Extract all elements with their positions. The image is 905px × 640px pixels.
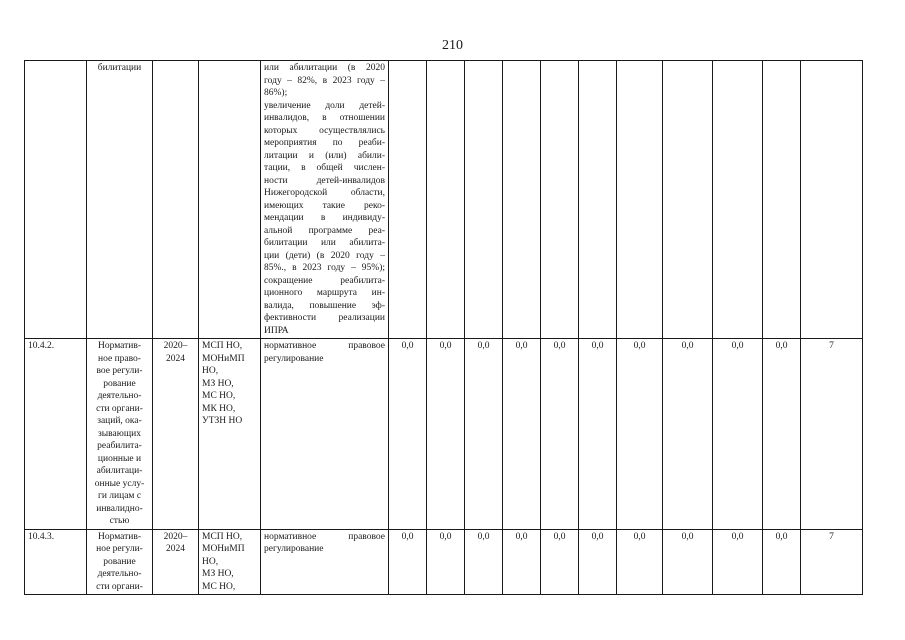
- executors-line: НО,: [202, 556, 219, 567]
- value-cell: [427, 61, 465, 339]
- expected-result-line: тации, в общей числен-: [264, 163, 385, 173]
- expected-result-line: году – 82%, в 2023 году –: [264, 75, 385, 86]
- expected-result-line: ИПРА: [264, 325, 289, 336]
- executors-line: МОНиМП: [202, 544, 245, 554]
- value-cell: 0,0: [713, 529, 763, 595]
- value-cell: 7: [801, 529, 863, 595]
- expected-result-line: 85%., в 2023 году – 95%);: [264, 263, 385, 273]
- period-years-line: 2020–: [163, 531, 188, 542]
- table-row: [25, 339, 863, 530]
- expected-result: [261, 61, 389, 339]
- value-cell: [541, 61, 579, 339]
- value-cell: 0,0: [617, 339, 663, 530]
- activity-name-line: деятельно-: [97, 569, 142, 579]
- table-row: [25, 61, 863, 339]
- value-cell: 0,0: [763, 339, 801, 530]
- executors-line: МЗ НО,: [202, 378, 234, 389]
- value-cell: [763, 61, 801, 339]
- page-number: 210: [442, 38, 463, 53]
- value-cell: [465, 61, 503, 339]
- period-years-line: 2024: [166, 353, 185, 364]
- value-cell: 0,0: [427, 339, 465, 530]
- executors: [199, 529, 261, 595]
- row-code: 10.4.2.: [25, 339, 87, 530]
- executors-line: МК НО,: [202, 403, 236, 414]
- expected-result-line: Нижегородской области,: [264, 188, 385, 198]
- expected-result-line: 86%);: [264, 88, 288, 98]
- value-cell: 0,0: [503, 339, 541, 530]
- expected-result-line: мероприятия по реаби-: [264, 138, 385, 148]
- executors-line: МС НО,: [202, 391, 236, 401]
- activity-name-line: сти органи-: [96, 581, 143, 592]
- value-cell: [503, 61, 541, 339]
- expected-result: [261, 339, 389, 530]
- expected-result-line: ности детей-инвалидов: [264, 175, 385, 186]
- activity-name-line: ционные и: [97, 453, 142, 464]
- activity-name-line: вое регули-: [96, 366, 143, 376]
- activity-name-line: зывающих: [98, 428, 141, 439]
- executors-line: МС НО,: [202, 581, 236, 592]
- expected-result-line: увеличение доли детей-: [264, 100, 385, 111]
- executors-line: НО,: [202, 366, 219, 376]
- activity-name: [87, 339, 153, 530]
- period-years: [153, 529, 199, 595]
- value-cell: 0,0: [389, 339, 427, 530]
- activity-name-line: деятельно-: [97, 391, 142, 401]
- activity-name-line: стью: [109, 516, 130, 526]
- expected-result-line: сокращение реабилита-: [264, 275, 385, 286]
- value-cell: [663, 61, 713, 339]
- value-cell: [713, 61, 763, 339]
- expected-result-line: имеющих такие реко-: [264, 200, 385, 211]
- value-cell: 0,0: [427, 529, 465, 595]
- period-years-line: 2020–: [163, 341, 188, 351]
- activity-name-line: реабилита-: [97, 441, 142, 451]
- row-code: 10.4.3.: [25, 529, 87, 595]
- expected-result-line: нормативное правовое: [264, 531, 385, 542]
- expected-result: [261, 529, 389, 595]
- activity-name: [87, 61, 153, 339]
- expected-result-line: литации и (или) абили-: [264, 150, 385, 161]
- value-cell: 0,0: [617, 529, 663, 595]
- activity-name-line: абилитаци-: [96, 466, 143, 476]
- executors-line: МСП НО,: [202, 531, 243, 542]
- activity-name-line: онные услу-: [94, 478, 145, 489]
- value-cell: [617, 61, 663, 339]
- activity-name-line: рование: [103, 378, 136, 389]
- activity-name-line: ное право-: [98, 353, 141, 364]
- expected-result-line: билитации или абилита-: [264, 238, 385, 248]
- executors-line: МСП НО,: [202, 341, 243, 351]
- activity-name-line: сти органи-: [96, 403, 143, 414]
- executors: [199, 61, 261, 339]
- expected-result-line: валида, повышение эф-: [264, 300, 385, 311]
- value-cell: 0,0: [579, 339, 617, 530]
- expected-result-line: ции (дети) (в 2020 году –: [264, 250, 385, 261]
- expected-result-line: ционного маршрута ин-: [264, 288, 385, 298]
- value-cell: 0,0: [465, 339, 503, 530]
- activity-name-line: Норматив-: [97, 531, 142, 542]
- expected-result-line: нормативное правовое: [264, 341, 385, 351]
- value-cell: 0,0: [541, 339, 579, 530]
- executors-line: МЗ НО,: [202, 569, 234, 579]
- value-cell: 0,0: [503, 529, 541, 595]
- activity-name-line: ное регули-: [96, 544, 143, 554]
- value-cell: [389, 61, 427, 339]
- expected-result-line: инвалидов, в отношении: [264, 113, 385, 123]
- executors-line: МОНиМП: [202, 353, 245, 364]
- activity-name-line: билитации: [97, 63, 142, 73]
- value-cell: 0,0: [541, 529, 579, 595]
- expected-result-line: фективности реализации: [264, 313, 385, 323]
- activity-name-line: заций, ока-: [97, 416, 142, 426]
- period-years: [153, 339, 199, 530]
- value-cell: [579, 61, 617, 339]
- expected-result-line: альной программе реа-: [264, 225, 385, 236]
- expected-result-line: мендации в индивиду-: [264, 213, 385, 223]
- value-cell: 7: [801, 339, 863, 530]
- activity-name-line: ги лицам с: [97, 491, 142, 501]
- value-cell: 0,0: [663, 339, 713, 530]
- row-code: [25, 61, 87, 339]
- value-cell: 0,0: [663, 529, 713, 595]
- activity-name-line: Норматив-: [97, 341, 142, 351]
- period-years: [153, 61, 199, 339]
- value-cell: 0,0: [465, 529, 503, 595]
- value-cell: 0,0: [579, 529, 617, 595]
- table-row: [25, 529, 863, 595]
- activity-name-line: рование: [103, 556, 136, 567]
- executors-line: УТЗН НО: [202, 416, 243, 426]
- program-table: [24, 60, 863, 595]
- value-cell: 0,0: [389, 529, 427, 595]
- expected-result-line: регулирование: [264, 353, 324, 364]
- activity-name: [87, 529, 153, 595]
- executors: [199, 339, 261, 530]
- expected-result-line: или абилитации (в 2020: [264, 63, 385, 73]
- expected-result-line: которых осуществлялись: [264, 125, 385, 136]
- value-cell: [801, 61, 863, 339]
- activity-name-line: инвалидно-: [96, 503, 143, 514]
- value-cell: 0,0: [763, 529, 801, 595]
- period-years-line: 2024: [166, 544, 185, 554]
- value-cell: 0,0: [713, 339, 763, 530]
- expected-result-line: регулирование: [264, 544, 324, 554]
